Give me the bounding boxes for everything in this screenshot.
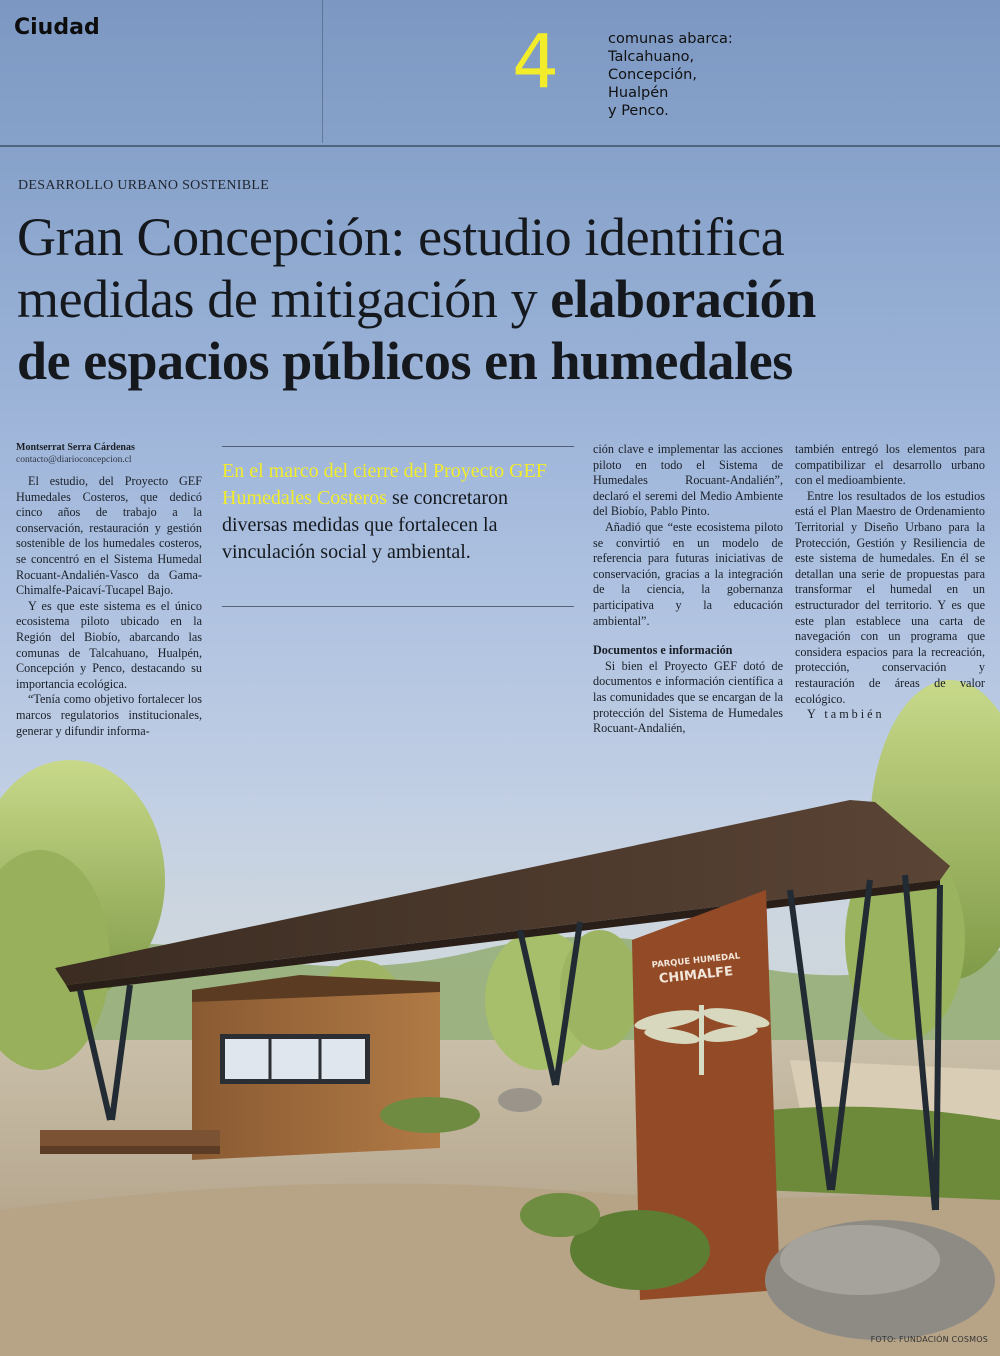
photo-credit: FOTO: FUNDACIÓN COSMOS bbox=[870, 1335, 988, 1344]
paragraph: ción clave e implementar las acciones piloto en todo el Sistema de Humedales Rocuant-Andalién”, declaró el seremi del Medio Ambiente del Biobío, Pablo Pinto. bbox=[593, 442, 783, 519]
paragraph: Si bien el Proyecto GEF dotó de documentos e información científica a las comunidades que se encargan de la protección del Sistema de Humedales Rocuant-Andalién, bbox=[593, 658, 783, 736]
paragraph: Y es que este sistema es el único ecosistema piloto ubicado en la Región del Biobío, abarcando las comunas de Talcahuano, Hualpén, Concepción y Penco, destacando su importancia ecológica. bbox=[16, 598, 202, 691]
stat-caption-line: Concepción, bbox=[608, 67, 697, 83]
header-divider bbox=[322, 0, 323, 143]
paragraph: Y también bbox=[807, 707, 885, 722]
stat-caption-line: y Penco. bbox=[608, 103, 669, 119]
headline-line-1: Gran Concepción: estudio identifica bbox=[17, 207, 785, 267]
paragraph: “Tenía como objetivo fortalecer los marcos regulatorios institucionales, generar y difundir informa- bbox=[16, 692, 202, 738]
stat-caption-line: Talcahuano, bbox=[608, 49, 695, 65]
body-column-1 bbox=[16, 474, 202, 739]
body-column-3 bbox=[593, 442, 783, 737]
headline-bold-2: de espacios públicos en humedales bbox=[17, 331, 793, 391]
body-column-4 bbox=[795, 442, 985, 723]
stat-number: 4 bbox=[512, 19, 560, 105]
paragraph: El estudio, del Proyecto GEF Humedales Costeros, que dedicó cinco años de trabajo a la conservación, restauración y gestión sostenible de los humedales costeros, se concentró en el Sistema Humedal Rocuant-Andalién-Vasco da Gama-Chimalfe-Paicaví-Tucapel Bajo. bbox=[16, 474, 202, 598]
stat-caption-line: Hualpén bbox=[608, 85, 669, 101]
kicker: DESARROLLO URBANO SOSTENIBLE bbox=[18, 178, 270, 193]
headline-bold-1: elaboración bbox=[550, 269, 816, 329]
pullquote-text: se concretaron diversas medidas que fortalecen la vinculación social y ambiental. bbox=[222, 487, 509, 563]
headline bbox=[17, 206, 992, 392]
header-rule bbox=[0, 145, 1000, 147]
sign-line-1: PARQUE HUMEDAL bbox=[651, 951, 741, 971]
pullquote-highlight: En el marco del cierre del Proyecto GEF Humedales Costeros bbox=[222, 460, 547, 509]
author-name: Montserrat Serra Cárdenas bbox=[16, 442, 135, 453]
section-label: Ciudad bbox=[14, 15, 100, 40]
headline-line-2: medidas de mitigación y bbox=[17, 269, 551, 329]
stat-caption bbox=[608, 30, 778, 120]
pullquote-bottom-rule bbox=[222, 606, 574, 607]
subheading: Documentos e información bbox=[593, 643, 733, 658]
pullquote-top-rule bbox=[222, 446, 574, 447]
paragraph: Entre los resultados de los estudios está el Plan Maestro de Ordenamiento Territorial y Diseño Urbano para la Protección, Gestión y Resiliencia de este sistema de humedales. En él se detallan una serie de propuestas para transformar el humedal en un estructurador del territorio. Y es que este plan establece una carta de navegación con un programa que considera espacios para la recreación, protección, conservación y restauración de áreas de valor ecológico. bbox=[795, 488, 985, 706]
paragraph: Añadió que “este ecosistema piloto se convirtió en un modelo de referencia para futuras iniciativas de conservación, gracias a la integración de la ciencia, la gobernanza participativa y la educación ambiental”. bbox=[593, 519, 783, 628]
paragraph: también entregó los elementos para compatibilizar el desarrollo urbano con el medioambiente. bbox=[795, 442, 985, 488]
sign-line-2: CHIMALFE bbox=[658, 964, 734, 987]
stat-caption-line: comunas abarca: bbox=[608, 31, 733, 47]
author-email: contacto@diarioconcepcion.cl bbox=[16, 455, 132, 465]
pullquote bbox=[222, 458, 562, 566]
